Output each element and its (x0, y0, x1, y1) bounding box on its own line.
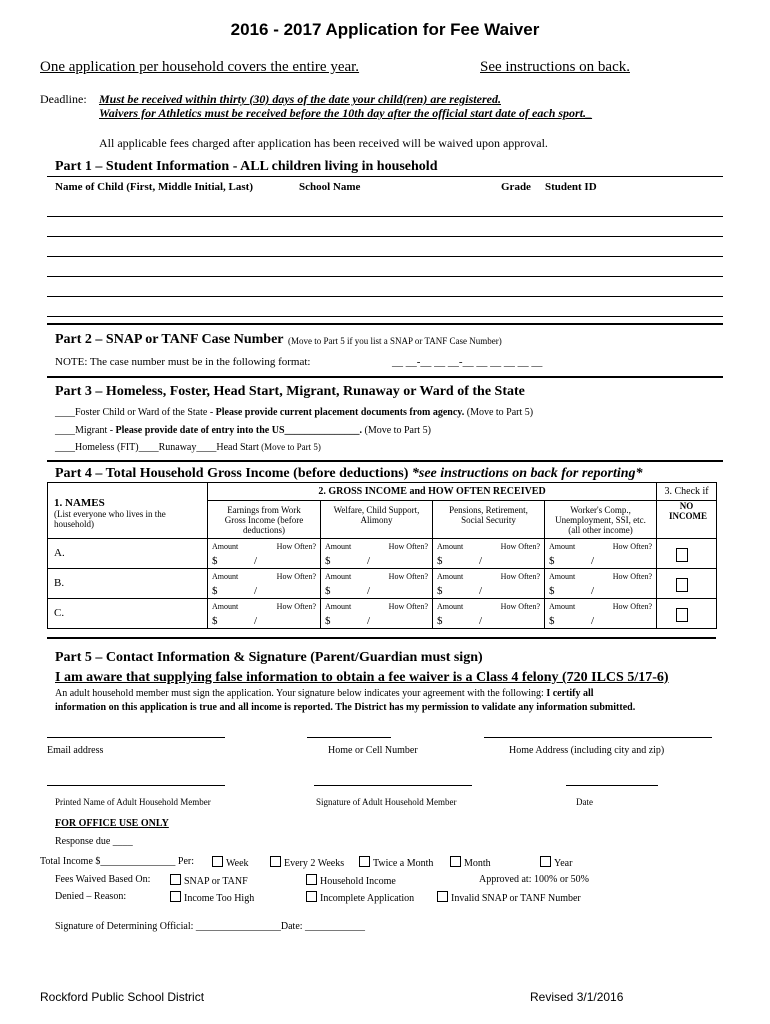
homeless-options[interactable]: ____Homeless (FIT)____Runaway____Head Start (55, 442, 259, 453)
col-student-id: Student ID (545, 181, 597, 193)
divider (47, 637, 716, 639)
student-line-6[interactable] (47, 316, 723, 317)
based-snap-tanf[interactable]: SNAP or TANF (170, 874, 248, 887)
email-label: Email address (47, 745, 104, 756)
student-line-5[interactable] (47, 296, 723, 297)
income-type-pensions: Pensions, Retirement, Social Security (433, 501, 545, 539)
address-label: Home Address (including city and zip) (509, 745, 665, 756)
phone-field[interactable] (307, 737, 391, 738)
foster-instruction: Please provide current placement documents from agency. (215, 407, 465, 418)
no-income-checkbox-c[interactable] (657, 599, 717, 629)
per-week[interactable]: Week (212, 856, 249, 869)
pensions-cell-a[interactable]: Amount How Often? $ / (433, 539, 545, 569)
based-household-income[interactable]: Household Income (306, 874, 396, 887)
denied-income-too-high[interactable]: Income Too High (170, 891, 254, 904)
date-label: Date (576, 797, 593, 807)
income-row-b (48, 569, 717, 599)
part1-heading: Part 1 – Student Information - ALL children living in household (55, 159, 438, 174)
income-type-earnings: Earnings from Work Gross Income (before deductions) (208, 501, 321, 539)
per-every-2-weeks[interactable]: Every 2 Weeks (270, 856, 344, 869)
welfare-cell-a[interactable]: Amount How Often? $ / (321, 539, 433, 569)
col-grade: Grade (501, 181, 531, 193)
income-row-c (48, 599, 717, 629)
signature-label: Signature of Adult Household Member (316, 797, 457, 807)
footer-revised: Revised 3/1/2016 (530, 990, 624, 1004)
row-label-c: C. (48, 599, 208, 629)
pensions-cell-b[interactable]: Amount How Often? $ / (433, 569, 545, 599)
phone-label: Home or Cell Number (328, 745, 418, 756)
agreement-text: An adult household member must sign the application. Your signature below indicates your agreement with the following: (55, 688, 547, 699)
denied-incomplete[interactable]: Incomplete Application (306, 891, 414, 904)
divider (47, 376, 723, 378)
waived-note: All applicable fees charged after application has been received will be waived upon approval. (99, 136, 548, 150)
date-field[interactable] (566, 785, 658, 786)
income-row-a (48, 539, 717, 569)
household-note: One application per household covers the entire year. (40, 59, 360, 75)
office-use-title: FOR OFFICE USE ONLY (55, 818, 169, 829)
col-name-of-child: Name of Child (First, Middle Initial, Last) (55, 181, 253, 193)
earnings-cell-c[interactable]: Amount How Often? $ / (208, 599, 321, 629)
checkbox-icon (306, 891, 317, 902)
checkbox-icon (270, 856, 281, 867)
denied-label: Denied – Reason: (55, 891, 127, 902)
checkbox-icon (540, 856, 551, 867)
deadline-line-2: Waivers for Athletics must be received before the 10th day after the official start date of each sport._ (99, 106, 593, 120)
names-col-title: 1. NAMES (54, 497, 105, 509)
per-twice-a-month[interactable]: Twice a Month (359, 856, 433, 869)
pensions-cell-c[interactable]: Amount How Often? $ / (433, 599, 545, 629)
certify-text: I certify all (546, 688, 594, 699)
col-school-name: School Name (299, 181, 361, 193)
student-line-2[interactable] (47, 236, 723, 237)
checkbox-icon (359, 856, 370, 867)
part4-reporting-note: *see instructions on back for reporting* (408, 466, 643, 481)
part2-heading: Part 2 – SNAP or TANF Case Number (55, 332, 284, 347)
welfare-cell-c[interactable]: Amount How Often? $ / (321, 599, 433, 629)
foster-move-note: (Move to Part 5) (464, 407, 534, 418)
migrant-move-note: (Move to Part 5) (362, 425, 431, 436)
no-income-checkbox-b[interactable] (657, 569, 717, 599)
approved-at[interactable]: Approved at: 100% or 50% (479, 874, 589, 885)
denied-invalid-number[interactable]: Invalid SNAP or TANF Number (437, 891, 581, 904)
email-field[interactable] (47, 737, 225, 738)
income-type-other: Worker's Comp., Unemployment, SSI, etc. (all other income) (545, 501, 657, 539)
agreement-text-2: information on this application is true and all income is reported. The District has my permission to validate any information submitted. (55, 702, 636, 713)
row-label-a: A. (48, 539, 208, 569)
earnings-cell-a[interactable]: Amount How Often? $ / (208, 539, 321, 569)
checkbox-icon (170, 874, 181, 885)
felony-warning: I am aware that supplying false information to obtain a fee waiver is a Class 4 felony (720 ILCS 5/17-6) (55, 670, 669, 685)
foster-option[interactable]: ____Foster Child or Ward of the State - (55, 407, 216, 418)
no-income-label: NO INCOME (657, 501, 717, 539)
checkbox-icon (212, 856, 223, 867)
other-cell-b[interactable]: Amount How Often? $ / (545, 569, 657, 599)
migrant-option[interactable]: ____Migrant - (55, 425, 116, 436)
migrant-instruction[interactable]: Please provide date of entry into the US_______________. (115, 425, 363, 436)
no-income-checkbox-a[interactable] (657, 539, 717, 569)
per-month[interactable]: Month (450, 856, 491, 869)
student-line-4[interactable] (47, 276, 723, 277)
page-title: 2016 - 2017 Application for Fee Waiver (230, 20, 540, 39)
case-number-field[interactable]: __ __-__ __ __-__ __ __ __ __ __ (392, 356, 543, 368)
part4-heading: Part 4 – Total Household Gross Income (before deductions) (55, 466, 409, 481)
checkbox-icon (437, 891, 448, 902)
divider (47, 323, 723, 325)
case-format-note: NOTE: The case number must be in the following format: (55, 356, 311, 368)
printed-name-label: Printed Name of Adult Household Member (55, 797, 211, 807)
response-due[interactable]: Response due ____ (55, 836, 133, 847)
printed-name-field[interactable] (47, 785, 225, 786)
names-col-sub: (List everyone who lives in the household) (54, 509, 166, 529)
welfare-cell-b[interactable]: Amount How Often? $ / (321, 569, 433, 599)
checkbox-icon (170, 891, 181, 902)
per-year[interactable]: Year (540, 856, 572, 869)
checkbox-icon (450, 856, 461, 867)
income-type-welfare: Welfare, Child Support, Alimony (321, 501, 433, 539)
deadline-label: Deadline: (40, 92, 87, 106)
student-line-3[interactable] (47, 256, 723, 257)
other-cell-a[interactable]: Amount How Often? $ / (545, 539, 657, 569)
earnings-cell-b[interactable]: Amount How Often? $ / (208, 569, 321, 599)
divider (47, 176, 723, 177)
no-income-col-title: 3. Check if (657, 483, 717, 501)
instructions-note: See instructions on back. (480, 59, 630, 75)
fees-waived-label: Fees Waived Based On: (55, 874, 151, 885)
divider (47, 460, 723, 462)
deadline-line-1: Must be received within thirty (30) days of the date your child(ren) are registered. (99, 92, 501, 106)
homeless-move-note: (Move to Part 5) (258, 442, 321, 452)
checkbox-icon (306, 874, 317, 885)
footer-district: Rockford Public School District (40, 990, 205, 1004)
student-line-1[interactable] (47, 216, 723, 217)
income-table (47, 482, 717, 629)
part2-heading-note: (Move to Part 5 if you list a SNAP or TANF Case Number) (288, 336, 502, 346)
other-cell-c[interactable]: Amount How Often? $ / (545, 599, 657, 629)
part5-heading: Part 5 – Contact Information & Signature (Parent/Guardian must sign) (55, 650, 483, 665)
part3-heading: Part 3 – Homeless, Foster, Head Start, Migrant, Runaway or Ward of the State (55, 384, 525, 399)
address-field[interactable] (484, 737, 712, 738)
row-label-b: B. (48, 569, 208, 599)
gross-income-title: 2. GROSS INCOME and HOW OFTEN RECEIVED (208, 483, 657, 501)
signature-field[interactable] (314, 785, 472, 786)
total-income[interactable]: Total Income $_______________ Per: (40, 856, 194, 867)
official-signature-line[interactable]: Signature of Determining Official: _________________Date: ____________ (55, 921, 366, 932)
